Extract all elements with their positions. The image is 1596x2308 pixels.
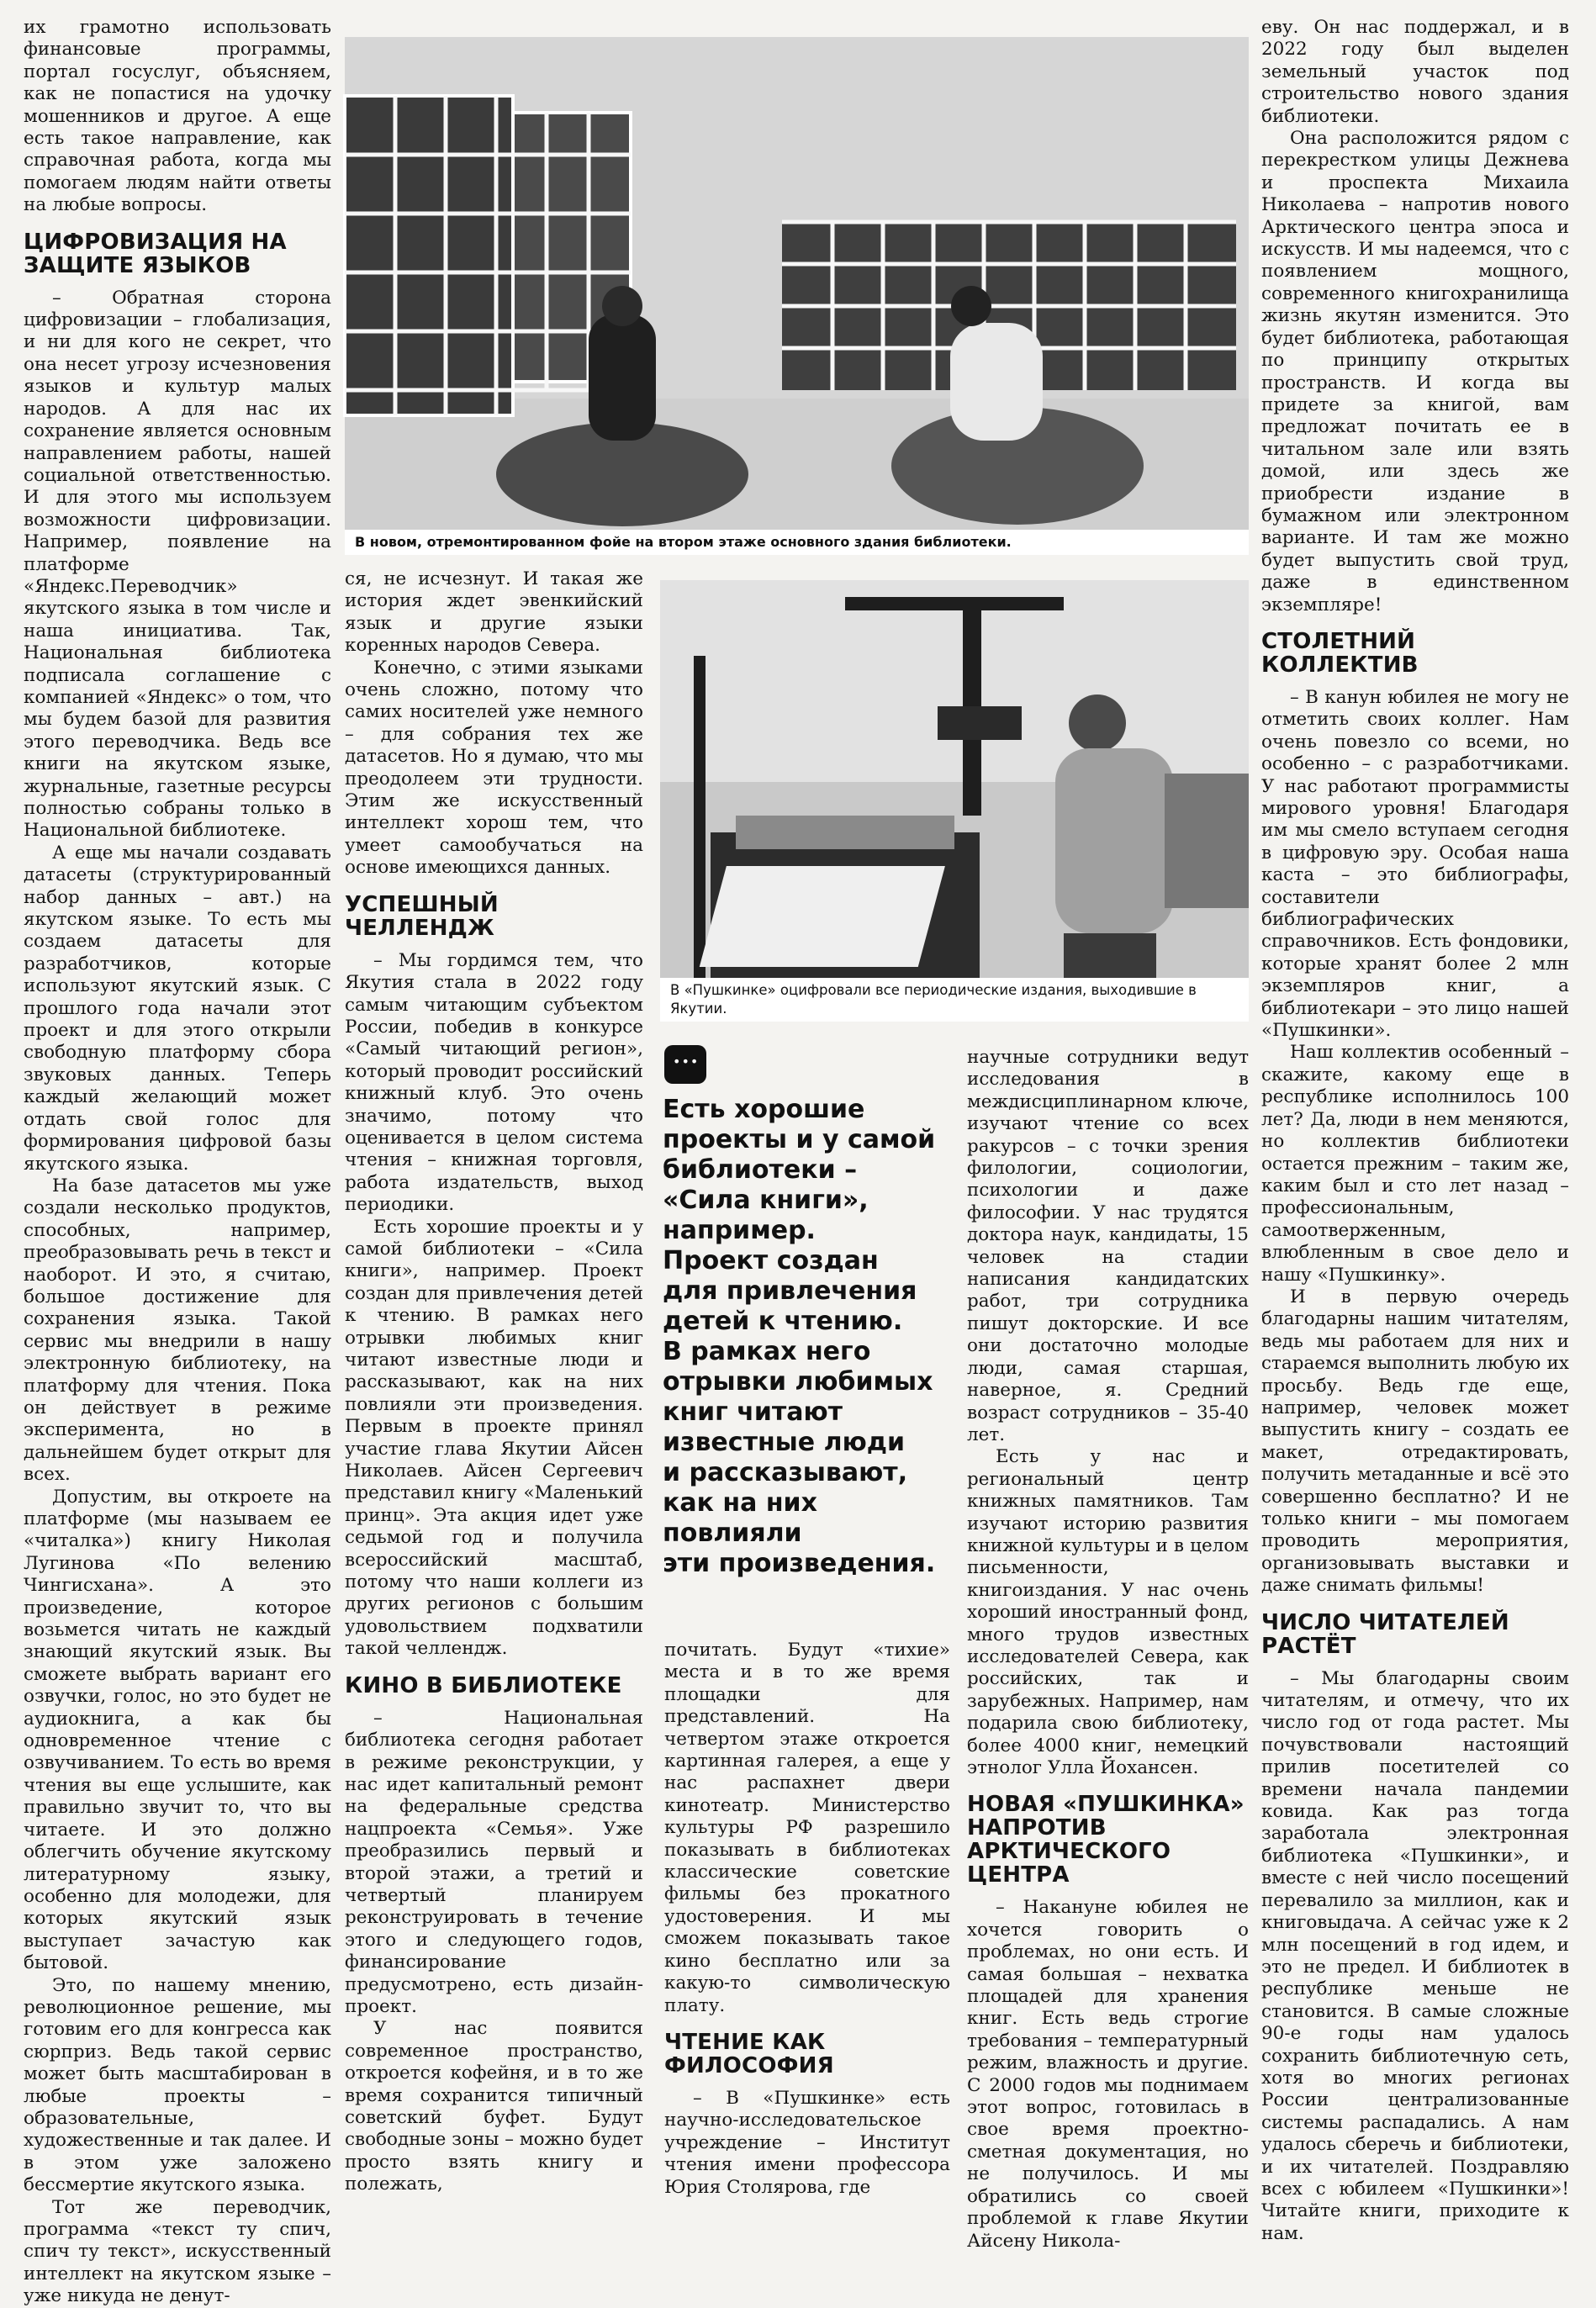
photo-library-foyer — [345, 37, 1249, 555]
digitization-illustration — [660, 580, 1249, 1022]
article-column-1 — [24, 17, 331, 2307]
paragraph: – Обратная сторона цифровизации – глобализация, и ни для кого не секрет, что она несет угрозу исчезновения языков и культур малых народов. А для нас их сохранение является основным направлением работы, нашей социальной ответственностью. И для этого мы используем возможности цифровизации. Например, появление на платформе «Яндекс.Переводчик» якутского языка в том числе и наша инициатива. Так, Национальная библиотека подписала соглашение с компанией «Яндекс» о том, что мы будем базой для развития этого переводчика. Ведь все книги на якутском языке, журнальные, газетные ресурсы полностью собраны только в Национальной библиотеке. — [24, 287, 331, 842]
pull-quote-line: библиотеки – — [663, 1155, 858, 1185]
pull-quote-line: например. — [663, 1216, 816, 1245]
paragraph: Наш коллектив особенный – скажите, какому еще в республике исполнилось 100 лет? Да, люди в нем меняются, но коллектив библиотеки остается прежним – таким же, каким был и сто лет назад – профессиональным, самоотверженным, влюбленным в свое дело и нашу «Пушкинку». — [1261, 1042, 1569, 1286]
speech-bubble-icon — [664, 1045, 706, 1084]
paragraph: А еще мы начали создавать датасеты (структурированный набор данных – авт.) на якутском языке. То есть мы создаем датасеты для разработчиков, которые используют якутский язык. С прошлого года начали этот проект и для этого открыли свободную платформу сбора звуковых данных. Теперь каждый желающий может отдать свой голос для формирования цифровой базы якутского языка. — [24, 842, 331, 1175]
pull-quote-line: проекты и у самой — [663, 1125, 936, 1154]
photo-digitization — [660, 580, 1249, 1022]
pull-quote-line: «Сила книги», — [663, 1186, 869, 1215]
section-heading: КИНО В БИБЛИОТЕКЕ — [345, 1672, 622, 1698]
paragraph: – Накануне юбилея не хочется говорить о проблемах, но они есть. И самая большая – нехватка площадей для хранения книг. Есть ведь строгие требования – температурный режим, влажность и другие. С 2000 годов мы поднимаем этот вопрос, готовилась в свое время проектно-сметная документация, но не получилось. И мы обратились со своей проблемой к главе Якутии Айсену Никола- — [967, 1897, 1249, 2252]
section-heading: УСПЕШНЫЙ ЧЕЛЛЕНДЖ — [345, 891, 499, 941]
paragraph: У нас появится современное пространство, откроется кофейня, и в то же время сохранится типичный советский буфет. Будут свободные зоны – можно будет просто взять книгу и полежать, — [345, 2018, 643, 2195]
pull-quote-line: известные люди — [663, 1428, 905, 1457]
paragraph: научные сотрудники ведут исследования в междисциплинарном ключе, изучают чтение со всех ракурсов – с точки зрения филологии, социологии, психологии и даже философии. У нас трудятся доктора наук, кандидаты, 15 человек на стадии написания кандидатских работ, три сотрудника пишут докторские. И все они достаточно молодые люди, самая старшая, наверное, я. Средний возраст сотрудников – 35-40 лет. — [967, 1047, 1249, 1445]
paragraph: – В канун юбилея не могу не отметить своих коллег. Нам очень повезло со всеми, но особенно – с разработчиками. У нас работают программисты мирового уровня! Благодаря им мы смело вступаем сегодня в цифровую эру. Особая наша каста – это библиографы, составители библиографических справочников. Есть фондовики, которые хранят более 2 млн экземпляров книг, а библиотекари – это лицо нашей «Пушкинки». — [1261, 686, 1569, 1042]
paragraph: – В «Пушкинке» есть научно-исследовательское учреждение – Институт чтения имени профессора Юрия Столярова, где — [664, 2087, 950, 2198]
paragraph: – Национальная библиотека сегодня работает в режиме реконструкции, у нас идет капитальный ремонт на федеральные средства нацпроекта «Семья». Уже преобразились первый и второй этажи, а третий и четвертый планируем реконструировать в течение этого и следующего годов, финансирование предусмотрено, есть дизайн-проект. — [345, 1707, 643, 2017]
pull-quote-line: книг читают — [663, 1397, 843, 1427]
pull-quote-line: повлияли — [663, 1518, 802, 1548]
pull-quote-line: эти произведения. — [663, 1549, 936, 1578]
article-column-5 — [1261, 17, 1569, 2244]
paragraph: ся, не исчезнут. И такая же история ждет эвенкийский язык и другие языки коренных народов Севера. — [345, 568, 643, 657]
paragraph: Конечно, с этими языками очень сложно, потому что самих носителей уже немного – для собрания тех же датасетов. Но я думаю, что мы преодолеем эти трудности. Этим же искусственный интеллект хорош тем, что умеет самообучаться на основе имеющихся данных. — [345, 657, 643, 879]
foyer-illustration — [345, 37, 1249, 555]
pull-quote-line: и рассказывают, — [663, 1458, 908, 1487]
paragraph: еву. Он нас поддержал, и в 2022 году был выделен земельный участок под строительство нового здания библиотеки. — [1261, 17, 1569, 127]
pull-quote-line: отрывки любимых — [663, 1367, 933, 1397]
section-heading: ЦИФРОВИЗАЦИЯ НА ЗАЩИТЕ ЯЗЫКОВ — [24, 229, 287, 278]
pull-quote-line: В рамках него — [663, 1337, 871, 1366]
section-heading: СТОЛЕТНИЙ КОЛЛЕКТИВ — [1261, 628, 1419, 678]
pull-quote-line: для привлечения — [663, 1276, 917, 1306]
article-column-2 — [345, 568, 643, 2195]
pull-quote-line: детей к чтению. — [663, 1307, 903, 1336]
article-column-4 — [967, 1047, 1249, 2252]
paragraph: – Мы гордимся тем, что Якутия стала в 2022 году самым читающим субъектом России, победив в конкурсе «Самый читающий регион», который проводит российский книжный клуб. Это очень значимо, потому что оценивается в целом система чтения – книжная торговля, работа издательств, выход периодики. — [345, 949, 643, 1216]
pull-quote — [663, 1095, 940, 1579]
photo-caption: В «Пушкинке» оцифровали все периодические издания, выходившие в Якутии. — [660, 978, 1249, 1022]
section-heading: ЧИСЛО ЧИТАТЕЛЕЙ РАСТЁТ — [1261, 1609, 1509, 1659]
paragraph: Это, по нашему мнению, революционное решение, мы готовим его для конгресса как сюрприз. Ведь такой сервис может быть масштабирован в любые проекты – образовательные, художественные и так далее. И в этом уже заложено бессмертие якутского языка. — [24, 1974, 331, 2196]
section-heading: ЧТЕНИЕ КАК ФИЛОСОФИЯ — [664, 2029, 834, 2078]
paragraph: почитать. Будут «тихие» места и в то же время площадки для представлений. На четвертом этаже откроется картинная галерея, а еще у нас распахнет двери кинотеатр. Министерство культуры РФ разрешило показывать в библиотеках классические советские фильмы без прокатного удостоверения. И мы сможем показывать такое кино бесплатно или за какую-то символическую плату. — [664, 1640, 950, 2016]
paragraph: На базе датасетов мы уже создали несколько продуктов, способных, например, преобразовывать речь в текст и наоборот. И это, я считаю, большое достижение для сохранения языка. Такой сервис мы внедрили в нашу электронную библиотеку, на платформу для чтения. Пока он действует в режиме эксперимента, но в дальнейшем будет открыт для всех. — [24, 1175, 331, 1486]
article-column-3 — [664, 1640, 950, 2198]
pull-quote-line: Проект создан — [663, 1246, 879, 1275]
paragraph: Допустим, вы откроете на платформе (мы называем ее «читалка») книгу Николая Лугинова «По велению Чингисхана». А это произведение, которое возьмется читать не каждый знающий якутский язык. Вы сможете выбрать вариант его озвучки, голос, но это будет не аудиокнига, а как бы одновременное чтение с озвучиванием. То есть во время чтения вы еще услышите, как правильно звучит то, что вы читаете. И это должно облегчить обучение якутскому литературному языку, особенно для молодежи, для которых якутский язык выступает зачастую как бытовой. — [24, 1486, 331, 1974]
photo-caption: В новом, отремонтированном фойе на втором этаже основного здания библиотеки. — [345, 530, 1249, 555]
paragraph: их грамотно использовать финансовые программы, портал госуслуг, объясняем, как не попастися на удочку мошенников и другое. А еще есть такое направление, как справочная работа, когда мы помогаем людям найти ответы на любые вопросы. — [24, 17, 331, 216]
paragraph: Она расположится рядом с перекрестком улицы Дежнева и проспекта Михаила Николаева – напротив нового Арктического центра эпоса и искусств. И мы надеемся, что с появлением мощного, современного книгохранилища жизнь якутян изменится. Это будет библиотека, работающая по принципу открытых пространств. И когда вы придете за книгой, вам предложат почитать ее в читальном зале или взять домой, или здесь же приобрести издание в бумажном или электронном варианте. И там же можно будет выпустить свой труд, даже в единственном экземпляре! — [1261, 128, 1569, 615]
paragraph: И в первую очередь благодарны нашим читателям, ведь мы работаем для них и стараемся выполнить любую их просьбу. Ведь где еще, например, человек может выпустить книгу – создать ее макет, отредактировать, получить метаданные и всё это совершенно бесплатно? И не только книги – мы помогаем проводить мероприятия, организовывать выставки и даже снимать фильмы! — [1261, 1286, 1569, 1597]
pull-quote-line: как на них — [663, 1488, 817, 1518]
paragraph: Есть хорошие проекты и у самой библиотеки – «Сила книги», например. Проект создан для привлечения детей к чтению. В рамках него отрывки любимых книг читают известные люди и рассказывают, как на них повлияли эти произведения. Первым в проекте принял участие глава Якутии Айсен Николаев. Айсен Сергеевич представил книгу «Маленький принц». Эта акция идет уже седьмой год и получила всероссийский масштаб, потому что наши коллеги из других регионов с большим удовольствием подхватили такой челлендж. — [345, 1216, 643, 1660]
section-heading: НОВАЯ «ПУШКИНКА» НАПРОТИВ АРКТИЧЕСКОГО ЦЕНТРА — [967, 1792, 1245, 1888]
paragraph: Есть у нас и региональный центр книжных памятников. Там изучают историю развития книжной культуры и в целом письменности, книгоиздания. У нас очень хороший иностранный фонд, много трудов известных исследователей Севера, как российских, так и зарубежных. Например, нам подарила свою библиотеку, более 4000 книг, немецкий этнолог Улла Йохансен. — [967, 1446, 1249, 1778]
pull-quote-line: Есть хорошие — [663, 1095, 865, 1124]
paragraph: Тот же переводчик, программа «текст ту спич, спич ту текст», искусственный интеллект на якутском языке – уже никуда не денут- — [24, 2196, 331, 2307]
paragraph: – Мы благодарны своим читателям, и отмечу, что их число год от года растет. Мы почувствовали настоящий прилив посетителей со времени начала пандемии ковида. Как раз тогда заработала электронная библиотека «Пушкинки», и вместе с ней число посещений перевалило за миллион, как и книговыдача. А сейчас уже к 2 млн посещений в год идем, и это не предел. И библиотек в республике меньше не становится. В самые сложные 90-е годы нам удалось сохранить библиотечную сеть, хотя во многих регионах России централизованные системы распадались. А нам удалось сберечь и библиотеки, и их читателей. Поздравляю всех с юбилеем «Пушкинки»! Читайте книги, приходите к нам. — [1261, 1667, 1569, 2244]
